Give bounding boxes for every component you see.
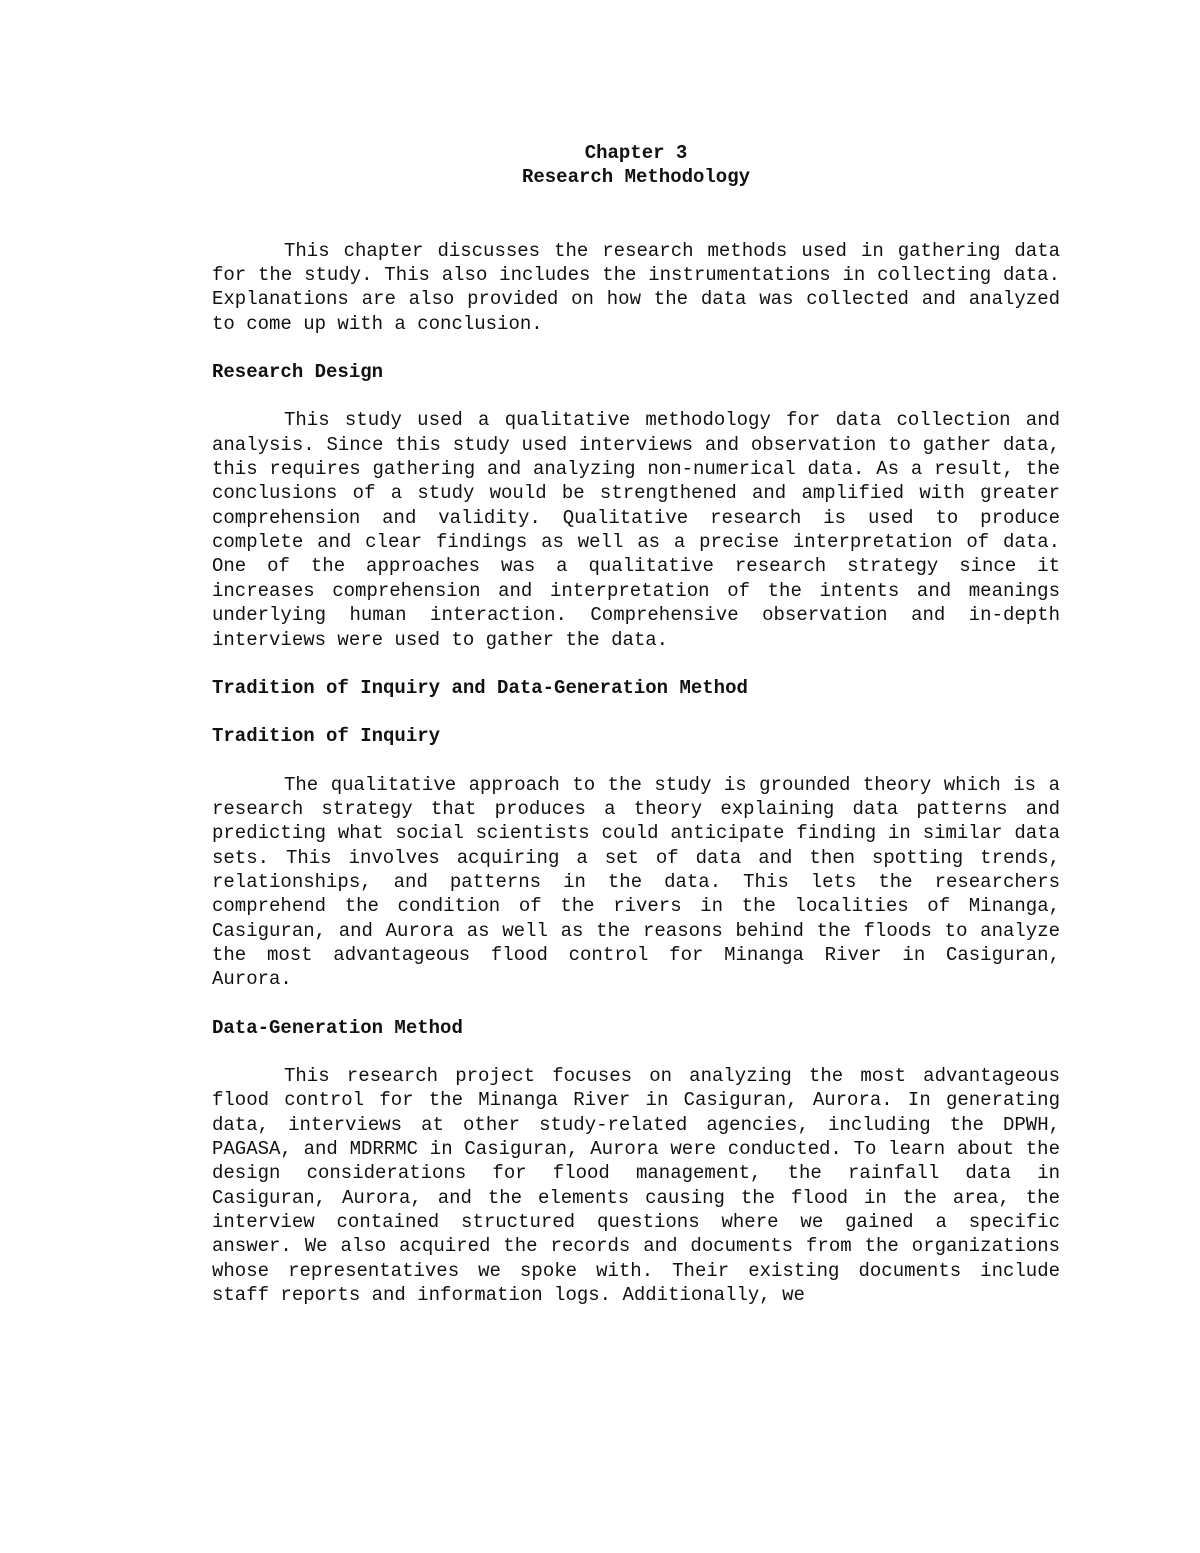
chapter-title: Research Methodology — [521, 166, 751, 189]
tradition-and-method-heading: Tradition of Inquiry and Data-Generation Method — [212, 676, 748, 699]
research-design-heading: Research Design — [212, 361, 384, 384]
research-design-paragraph: This study used a qualitative methodology for data collection and analysis. Since this study used interviews and observation to gather data, this requires gathering and analyzing non-numerical data. As a result, the conclusions of a study would be strengthened and amplified with greater comprehension and validity. Qualitative research is used to produce complete and clear findings as well as a precise interpretation of data. One of the approaches was a qualitative research strategy since it increases comprehension and interpretation of the intents and meanings underlying human interaction. Comprehensive observation and in-depth interviews were used to gather the data. — [212, 409, 1060, 651]
document-page — [212, 141, 1060, 1307]
intro-paragraph: This chapter discusses the research methods used in gathering data for the study. This also includes the instrumentations in collecting data. Explanations are also provided on how the data was collected and analyzed to come up with a conclusion. — [212, 239, 1060, 335]
data-generation-paragraph: This research project focuses on analyzing the most advantageous flood control for the Minanga River in Casiguran, Aurora. In generating data, interviews at other study-related agencies, including the DPWH, PAGASA, and MDRRMC in Casiguran, Aurora were conducted. To learn about the design considerations for flood management, the rainfall data in Casiguran, Aurora, and the elements causing the flood in the area, the interview contained structured questions where we gained a specific answer. We also acquired the records and documents from the organizations whose representatives we spoke with. Their existing documents include staff reports and information logs. Additionally, we — [212, 1064, 1060, 1307]
chapter-number: Chapter 3 — [584, 142, 688, 164]
tradition-of-inquiry-paragraph: The qualitative approach to the study is grounded theory which is a research strategy that produces a theory explaining data patterns and predicting what social scientists could anticipate finding in similar data sets. This involves acquiring a set of data and then spotting trends, relationships, and patterns in the data. This lets the researchers comprehend the condition of the rivers in the localities of Minanga, Casiguran, and Aurora as well as the reasons behind the floods to analyze the most advantageous flood control for Minanga River in Casiguran, Aurora. — [212, 773, 1060, 991]
tradition-of-inquiry-heading: Tradition of Inquiry — [212, 725, 441, 748]
data-generation-heading: Data-Generation Method — [212, 1016, 463, 1039]
